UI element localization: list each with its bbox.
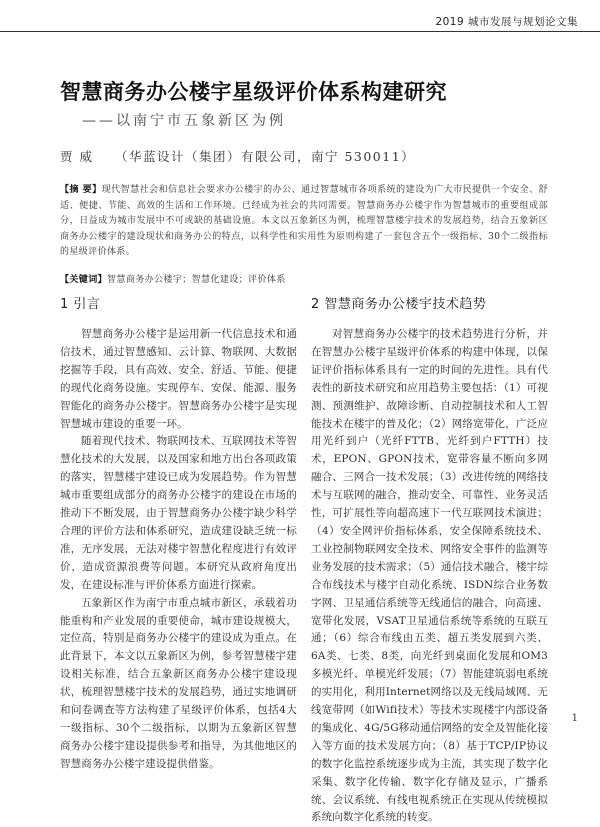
section-1-heading: 1 引言: [60, 297, 101, 312]
abstract-block: [60, 183, 548, 261]
keywords-text: 智慧商务办公楼宇；智慧化建设；评价体系: [107, 275, 286, 285]
author-line: [60, 147, 415, 165]
section-2-heading: 2 智慧商务办公楼宇技术趋势: [311, 297, 487, 312]
header-rule: [0, 31, 600, 32]
abstract-label: 【摘 要】: [60, 185, 102, 195]
left-column: [60, 326, 297, 774]
keywords-block: [60, 273, 548, 288]
section-2-paragraph: 对智慧商务办公楼宇的技术趋势进行分析，并在智慧办公楼宇星级评价体系的构建中体现，以保证评价指标体系具有一定的时间的先进性。具有代表性的新技术研究和应用趋势主要包括：（1）可视测、预测维护、故障诊断、自动控制技术和人工智能技术在楼宇的普及化；（2）网络宽带化，广泛应用光纤到户（光纤FTTB、光纤到户FTTH）技术，EPON、GPON技术，宽带容量不断向多网融合、三网合一技术发展；（3）改进传统的网络技术与互联网的融合，推动安全、可靠性、业务灵活性，可扩展性等向超高速下一代互联网技术演进；（4）安全网评价指标体系，安全保障系统技术、工业控制物联网安全技术、网络安全事件的监测等业务发展的技术需求；（5）通信技术融合，楼宇综合布线技术与楼宇自动化系统、ISDN综合业务数字网、卫星通信系统等无线通信的融合，向高速、宽带化发展，VSAT卫星通信系统等系统的互联互通；（6）综合布线由五类、超五类发展到六类、6A类、七类、8类，向光纤到桌面化发展和OM3多模光纤、单模光纤发展；（7）智能建筑弱电系统的实用化，利用Internet网络以及无线局域网、无线宽带网（如Wifi技术）等技术实现楼宇内部设备的集成化、4G/5G移动通信网络的安全及智能化接入等方面的技术发展方向；（8）基于TCP/IP协议的数字化监控系统逐步成为主流，其实现了数字化采集、数字化传输、数字化存储及显示，广播系统、会议系统、有线电视系统正在实现从传统模拟系统向数字化系统的转变。: [311, 328, 548, 824]
section-1-paragraph: 智慧商务办公楼宇是运用新一代信息技术和通信技术，通过智慧感知、云计算、物联网、大数据挖掘等手段，具有高效、安全、舒适、节能、便捷的现代化商务设施。实现停车、安保、能源、服务智能化的商务办公楼宇。智慧商务办公楼宇是实现智慧城市建设的重要一环。: [60, 328, 297, 430]
right-column: [311, 326, 548, 827]
paper-title: 智慧商务办公楼宇星级评价体系构建研究: [60, 80, 447, 104]
author-name: 贾 威: [60, 149, 94, 164]
section-1-paragraph: 随着现代技术、物联网技术、互联网技术等智慧化技术的大发展，以及国家和地方出台各项政策的落实，智慧楼宇建设已成为发展趋势。作为智慧城市重要组成部分的商务办公楼宇的建设在市场的推动下不断发展，由于智慧商务办公楼宇缺少科学合理的评价方法和体系研究，造成建设缺乏统一标准，无序发展，无法对楼宇智慧化程度进行有效评价，造成资源浪费等问题。本研究从政府角度出发，在建设标准与评价体系方面进行探索。: [60, 435, 297, 591]
page-number: 1: [571, 713, 578, 724]
running-head: 2019 城市发展与规划论文集: [435, 16, 578, 28]
section-1-paragraph: 五象新区作为南宁市重点城市新区，承载着功能重构和产业发展的重要使命，城市建设规模大，定位高，特别是商务办公楼宇的建设成为重点。在此背景下，本文以五象新区为例，参考智慧楼宇建设相关标准，结合五象新区商务办公楼宇建设现状，梳理智慧楼宇技术的发展趋势，通过实地调研和问卷调查等方法构建了星级评价体系，包括4大一级指标、30个二级指标，以期为五象新区智慧商务办公楼宇建设提供参考和指导，为其他地区的智慧商务办公楼宇建设提供借鉴。: [60, 596, 297, 770]
keywords-label: 【关键词】: [60, 275, 108, 285]
paper-subtitle: ——以南宁市五象新区为例: [82, 113, 286, 129]
author-affiliation: （华蓝设计（集团）有限公司，南宁 530011）: [114, 149, 416, 164]
abstract-text: 现代智慧社会和信息社会要求办公楼宇的办公、通过智慧城市各项系统的建设为广大市民提供一个安全、舒适、便捷、节能、高效的生活和工作环境。已经成为社会的共同需要。智慧商务办公楼宇作为智慧城市的重要组成部分，日益成为城市发展中不可或缺的基础设施。本文以五象新区为例，梳理智慧楼宇技术的发展趋势，结合五象新区商务办公楼宇的建设现状和商务办公的特点，以科学性和实用性为原则构建了一套包含五个一级指标、30个二级指标的星级评价体系。: [60, 185, 548, 257]
